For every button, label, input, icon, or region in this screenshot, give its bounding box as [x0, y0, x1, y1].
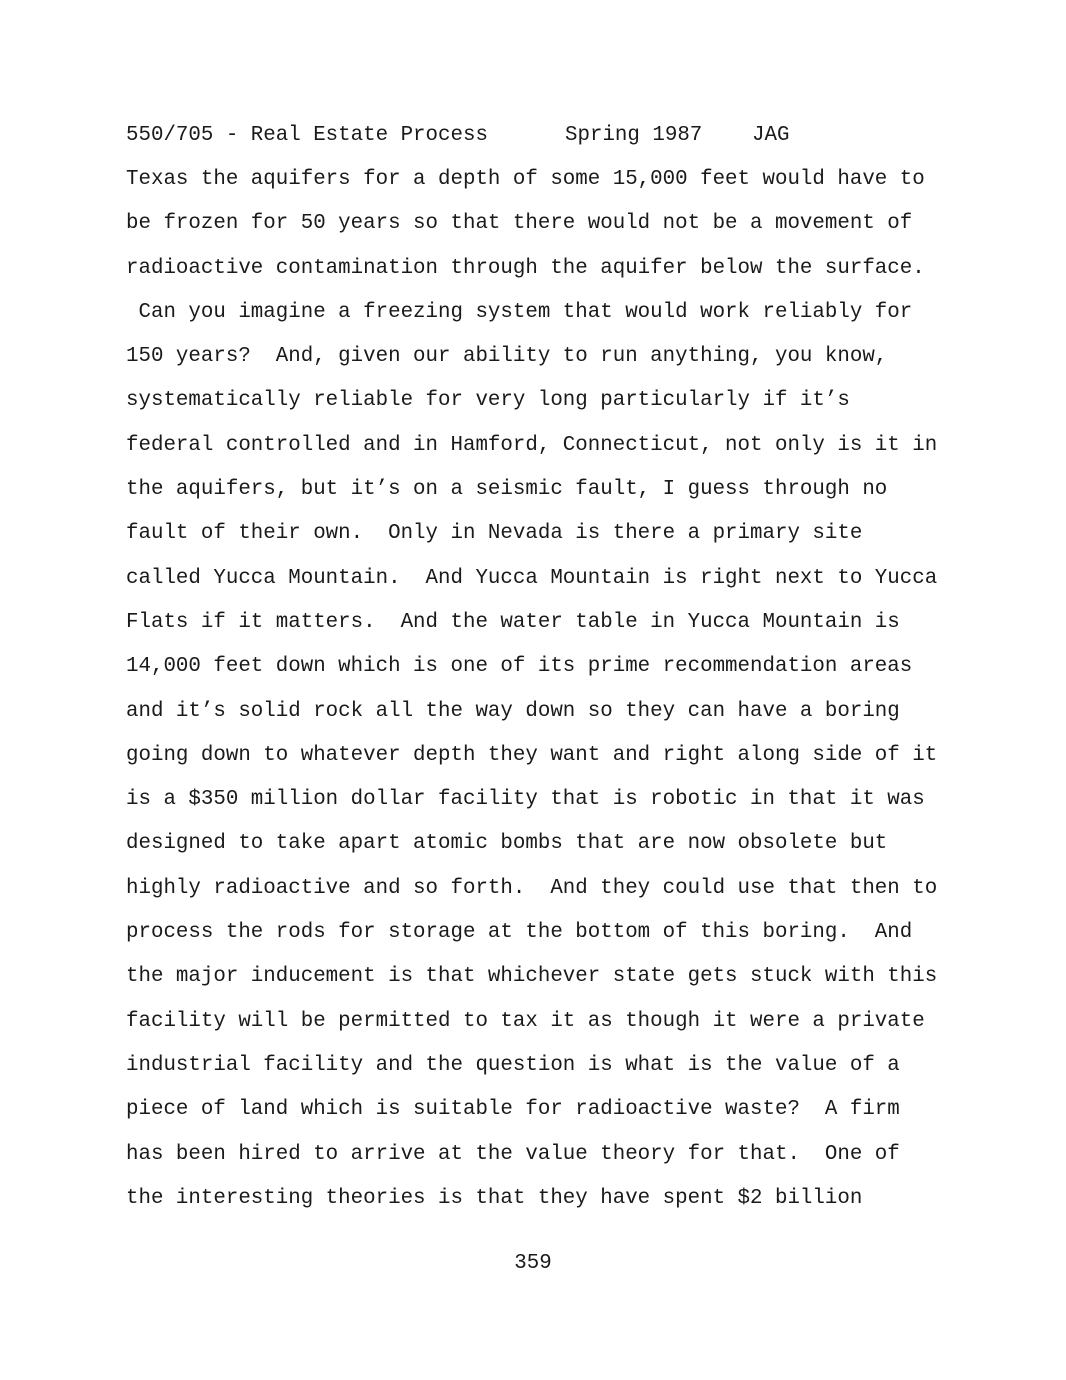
text-line: called Yucca Mountain. And Yucca Mountain is right next to Yucca — [126, 566, 938, 590]
text-line: be frozen for 50 years so that there would not be a movement of — [126, 212, 913, 236]
header-term: Spring 1987 — [565, 124, 703, 147]
text-line: is a $350 million dollar facility that is robotic in that it was — [126, 788, 925, 812]
text-line: the interesting theories is that they have spent $2 billion — [126, 1186, 863, 1210]
text-line: 14,000 feet down which is one of its prime recommendation areas — [126, 655, 913, 679]
text-line: fault of their own. Only in Nevada is there a primary site — [126, 522, 863, 546]
text-line: Can you imagine a freezing system that would work reliably for — [126, 300, 913, 324]
text-line: piece of land which is suitable for radioactive waste? A firm — [126, 1098, 900, 1122]
text-line: facility will be permitted to tax it as though it were a private — [126, 1009, 925, 1033]
text-line: the major inducement is that whichever state gets stuck with this — [126, 965, 938, 989]
text-line: going down to whatever depth they want and right along side of it — [126, 743, 938, 767]
text-line: process the rods for storage at the bottom of this boring. And — [126, 921, 913, 945]
text-line: 150 years? And, given our ability to run anything, you know, — [126, 345, 888, 369]
text-line: designed to take apart atomic bombs that are now obsolete but — [126, 832, 888, 856]
transcript-body — [126, 166, 1006, 1229]
text-line: the aquifers, but it’s on a seismic fault, I guess through no — [126, 478, 888, 502]
header-initials: JAG — [752, 124, 790, 147]
text-line: has been hired to arrive at the value theory for that. One of — [126, 1142, 900, 1166]
text-line: highly radioactive and so forth. And they could use that then to — [126, 876, 938, 900]
header-course: 550/705 - Real Estate Process — [126, 124, 488, 147]
text-line: and it’s solid rock all the way down so they can have a boring — [126, 699, 900, 723]
text-line: Flats if it matters. And the water table in Yucca Mountain is — [126, 610, 900, 634]
page-number: 359 — [514, 1252, 552, 1275]
text-line: systematically reliable for very long particularly if it’s — [126, 389, 850, 413]
text-line: Texas the aquifers for a depth of some 15,000 feet would have to — [126, 168, 925, 191]
text-line: industrial facility and the question is what is the value of a — [126, 1053, 900, 1077]
page-header — [126, 122, 790, 150]
text-line: radioactive contamination through the aquifer below the surface. — [126, 256, 925, 280]
text-line: federal controlled and in Hamford, Connecticut, not only is it in — [126, 433, 938, 457]
